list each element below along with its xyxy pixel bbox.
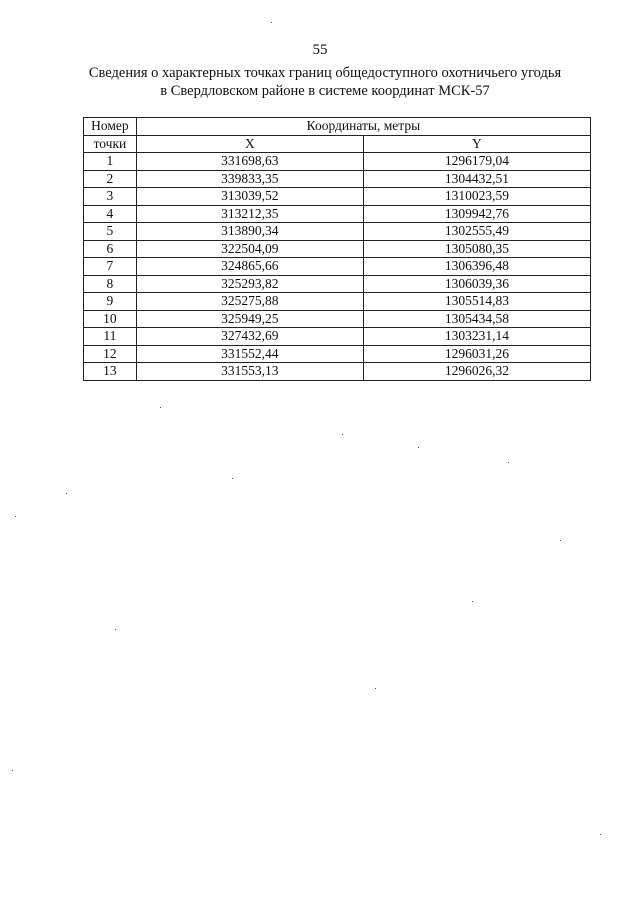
cell-x: 313212,35 [136,205,363,223]
cell-x: 325949,25 [136,310,363,328]
table-row [84,205,591,223]
cell-y: 1305080,35 [363,240,590,258]
table-row [84,240,591,258]
table-row [84,345,591,363]
table-header-row [84,118,591,136]
scan-speck [342,434,343,435]
cell-x: 331553,13 [136,363,363,381]
cell-y: 1304432,51 [363,170,590,188]
cell-x: 313039,52 [136,188,363,206]
scan-speck [600,834,601,835]
cell-point-number: 9 [84,293,137,311]
scan-speck [418,447,419,448]
table-row [84,188,591,206]
header-x: X [136,135,363,153]
cell-y: 1309942,76 [363,205,590,223]
cell-point-number: 3 [84,188,137,206]
table-row [84,363,591,381]
cell-y: 1302555,49 [363,223,590,241]
cell-point-number: 7 [84,258,137,276]
cell-point-number: 5 [84,223,137,241]
cell-x: 324865,66 [136,258,363,276]
scan-speck [472,601,473,602]
scan-speck [375,688,376,689]
table-row [84,170,591,188]
scan-speck [66,493,67,494]
cell-y: 1306396,48 [363,258,590,276]
cell-x: 331552,44 [136,345,363,363]
scan-speck [15,516,16,517]
scan-speck [160,407,161,408]
cell-y: 1303231,14 [363,328,590,346]
cell-point-number: 1 [84,153,137,171]
cell-y: 1306039,36 [363,275,590,293]
cell-point-number: 2 [84,170,137,188]
cell-x: 325275,88 [136,293,363,311]
table-row [84,275,591,293]
document-title [60,64,590,100]
page-number: 55 [312,42,328,58]
scan-speck [271,22,272,23]
cell-y: 1305514,83 [363,293,590,311]
cell-x: 331698,63 [136,153,363,171]
cell-point-number: 6 [84,240,137,258]
cell-x: 339833,35 [136,170,363,188]
scan-speck [115,629,116,630]
cell-point-number: 13 [84,363,137,381]
cell-y: 1296031,26 [363,345,590,363]
title-line-2: в Свердловском районе в системе координат МСК-57 [160,83,490,99]
table-row [84,153,591,171]
cell-y: 1296179,04 [363,153,590,171]
cell-x: 313890,34 [136,223,363,241]
table-row [84,223,591,241]
table-subheader-row [84,135,591,153]
cell-point-number: 10 [84,310,137,328]
table-row [84,293,591,311]
cell-y: 1310023,59 [363,188,590,206]
header-point-number: Номер [84,118,137,136]
cell-x: 327432,69 [136,328,363,346]
header-point-number-line2: точки [84,135,137,153]
coordinates-table [83,117,591,381]
title-line-1: Сведения о характерных точках границ общедоступного охотничьего угодья [88,65,562,81]
cell-point-number: 11 [84,328,137,346]
cell-y: 1296026,32 [363,363,590,381]
cell-x: 322504,09 [136,240,363,258]
table-row [84,328,591,346]
cell-y: 1305434,58 [363,310,590,328]
header-y: Y [363,135,590,153]
header-coordinates: Координаты, метры [136,118,590,136]
table-body [84,153,591,381]
cell-x: 325293,82 [136,275,363,293]
scan-speck [232,478,233,479]
scan-speck [508,462,509,463]
table-row [84,310,591,328]
table-row [84,258,591,276]
scan-speck [12,770,13,771]
cell-point-number: 4 [84,205,137,223]
scan-speck [560,540,561,541]
cell-point-number: 8 [84,275,137,293]
cell-point-number: 12 [84,345,137,363]
